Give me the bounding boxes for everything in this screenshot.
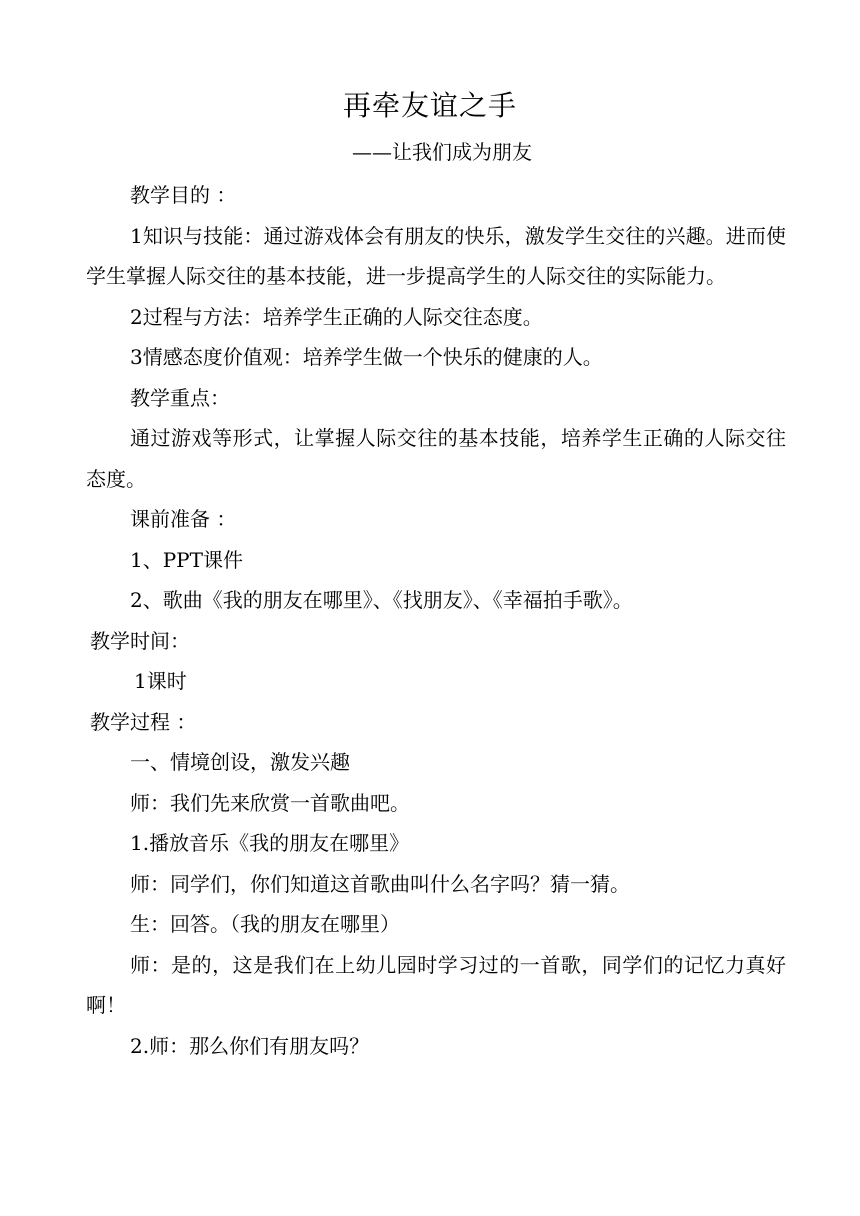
key-points-text: 通过游戏等形式，让掌握人际交往的基本技能，培养学生正确的人际交往态度。 <box>86 426 786 491</box>
time-value: 1课时 <box>134 669 187 693</box>
section-heading-key-points: 教学重点： <box>130 385 230 410</box>
dialogue-line: 师：是的，这是我们在上幼儿园时学习过的一首歌，同学们的记忆力真好啊！ <box>86 952 786 1017</box>
process-step-heading: 一、情境创设，激发兴趣 <box>130 750 350 774</box>
objective-knowledge: 1知识与技能：通过游戏体会有朋友的快乐，激发学生交往的兴趣。进而使学生掌握人际交往的基本技能，进一步提高学生的人际交往的实际能力。 <box>86 223 786 288</box>
document-title: 再牵友谊之手 <box>342 89 517 122</box>
document-subtitle: ——让我们成为朋友 <box>352 140 532 164</box>
section-heading-time: 教学时间： <box>90 628 190 653</box>
section-heading-objectives: 教学目的 ： <box>130 183 237 207</box>
section-heading-preparation: 课前准备 ： <box>130 507 237 531</box>
dialogue-line: 师：同学们，你们知道这首歌曲叫什么名字吗？猜一猜。 <box>130 871 630 896</box>
section-heading-process: 教学过程 ： <box>90 709 197 734</box>
document-body <box>86 175 786 1066</box>
objective-attitude: 3情感态度价值观：培养学生做一个快乐的健康的人。 <box>130 345 603 369</box>
preparation-item: 2、歌曲《我的朋友在哪里》、《找朋友》、《幸福拍手歌》。 <box>130 588 633 612</box>
preparation-item: 1、PPT课件 <box>130 547 243 572</box>
objective-process: 2过程与方法：培养学生正确的人际交往态度。 <box>130 304 543 329</box>
process-step: 1.播放音乐《我的朋友在哪里》 <box>130 831 410 855</box>
dialogue-line: 师：我们先来欣赏一首歌曲吧。 <box>130 790 410 815</box>
dialogue-line: 生：回答。（我的朋友在哪里） <box>130 912 400 936</box>
process-step: 2.师：那么你们有朋友吗？ <box>130 1033 370 1058</box>
